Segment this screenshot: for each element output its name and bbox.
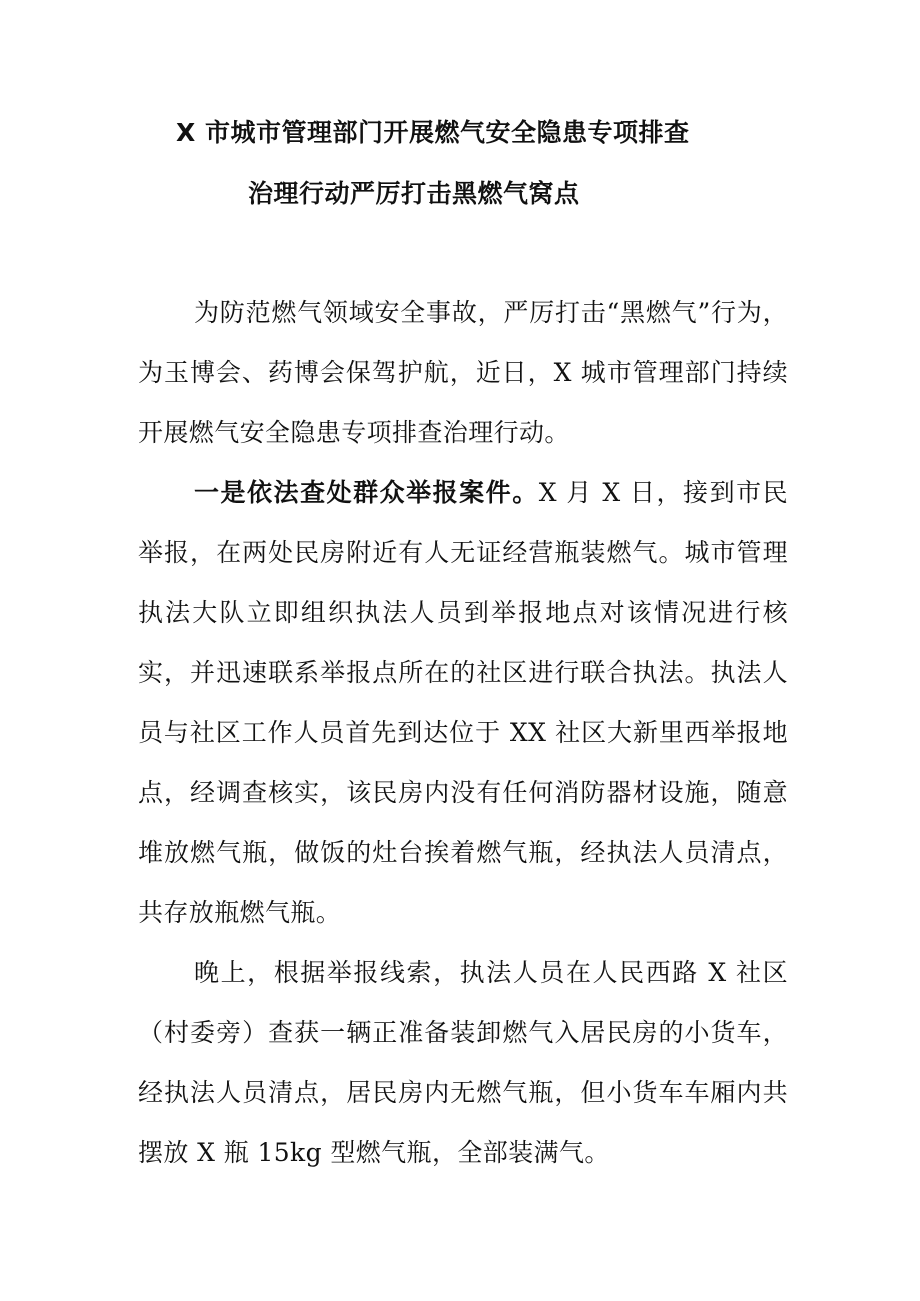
paragraph-lead-heading: 一是依法查处群众举报案件。: [194, 478, 539, 507]
paragraph-evening-seizure: 晚上，根据举报线索，执法人员在人民西路 X 社区（村委旁）查获一辆正准备装卸燃气入居民房的小货车，经执法人员清点，居民房内无燃气瓶，但小货车车厢内共摆放 X 瓶 15kg 型燃气瓶，全部装满气。: [138, 958, 788, 1167]
document-title-line-2: 治理行动严厉打击黑燃气窝点: [248, 179, 580, 208]
paragraph-case-body: X 月 X 日，接到市民举报，在两处民房附近有人无证经营瓶装燃气。城市管理执法大队立即组织执法人员到举报地点对该情况进行核实，并迅速联系举报点所在的社区进行联合执法。执法人员与社区工作人员首先到达位于 XX 社区大新里西举报地点，经调查核实，该民房内没有任何消防器材设施，随意堆放燃气瓶，做饭的灶台挨着燃气瓶，经执法人员清点，共存放瓶燃气瓶。: [138, 478, 788, 927]
paragraph-case-reports: [138, 463, 788, 943]
document-title-line-1: X 市城市管理部门开展燃气安全隐患专项排查: [176, 118, 690, 147]
paragraph-intro: 为防范燃气领域安全事故，严厉打击“黑燃气”行为，为玉博会、药博会保驾护航，近日，X 城市管理部门持续开展燃气安全隐患专项排查治理行动。: [138, 298, 788, 447]
